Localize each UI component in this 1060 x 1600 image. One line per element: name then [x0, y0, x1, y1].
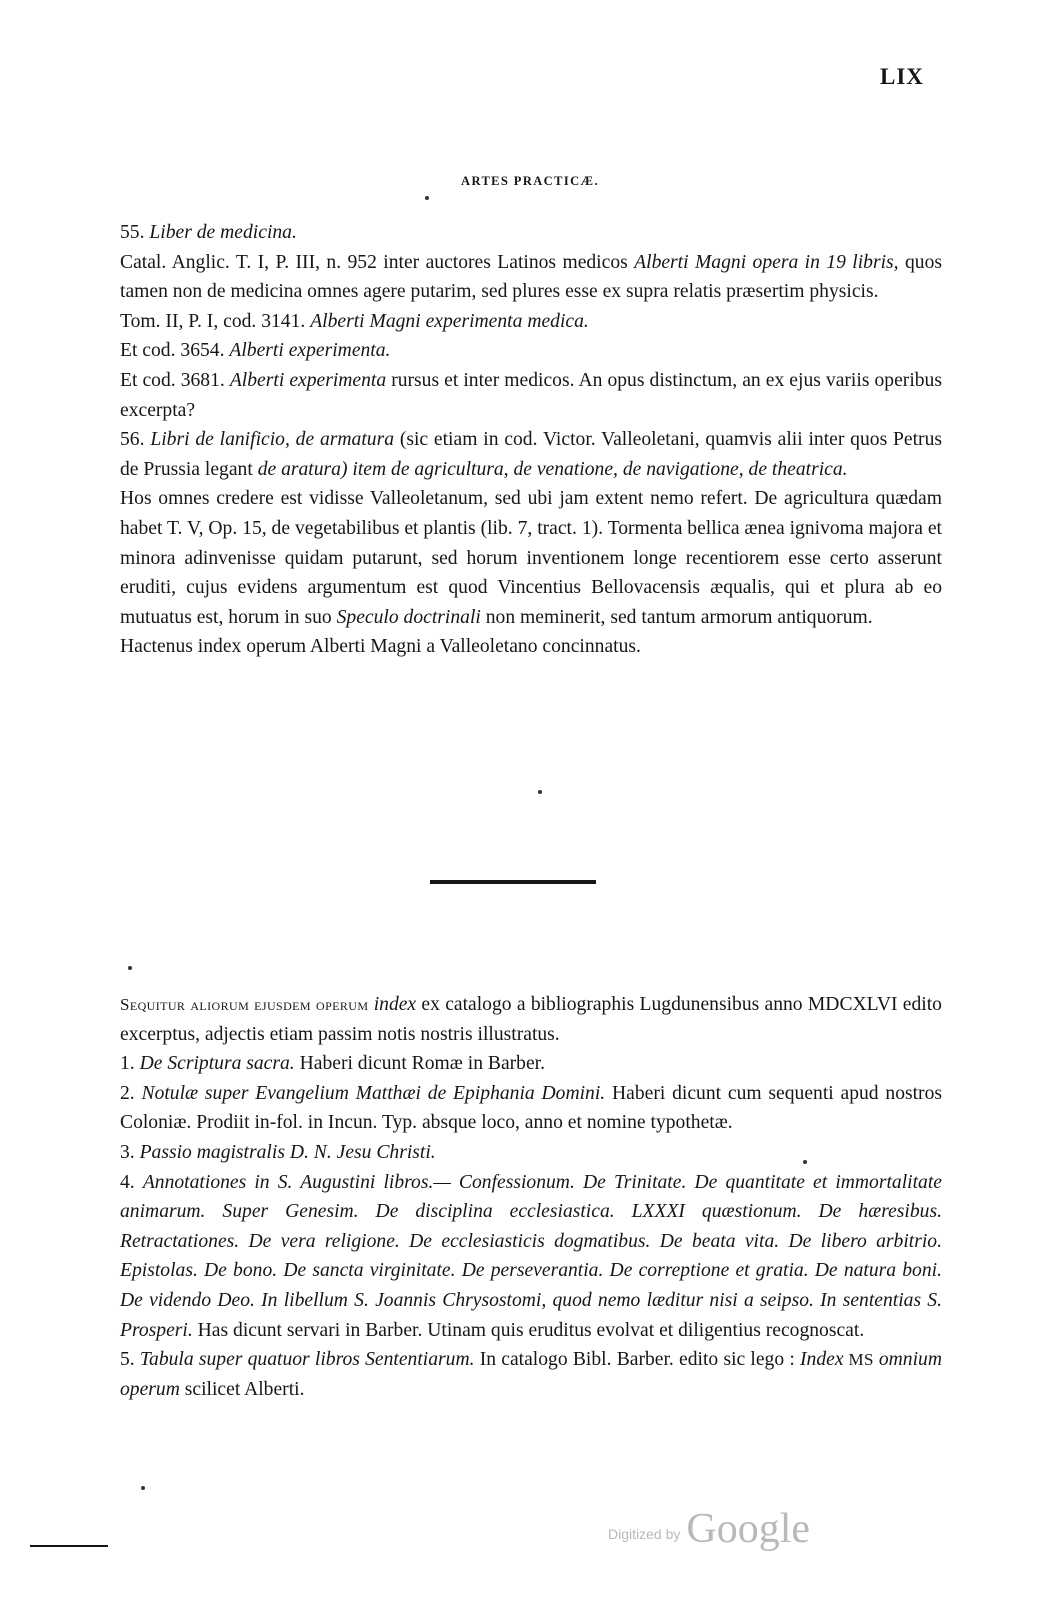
digitized-by-google-watermark [608, 1500, 810, 1550]
paragraph: Et cod. 3654. Alberti experimenta. [120, 340, 391, 362]
page-number: LIX [880, 64, 924, 89]
scan-speck [803, 1160, 807, 1164]
watermark-prefix: Digitized by [608, 1526, 681, 1542]
paragraph: 56. Libri de lanificio, de armatura (sic etiam in cod. Victor. Valleoletani, quamvis alii inter quos Petrus de Prussia legant de aratura) item de agricultura, de venatione, de navigatione, de theatrica. [120, 429, 942, 480]
list-item: 5. Tabula super quatuor libros Sententiarum. In catalogo Bibl. Barber. edito sic lego : Index MS omnium operum scilicet Alberti. [120, 1349, 942, 1400]
scan-speck [538, 790, 542, 794]
entry-heading: 55. Liber de medicina. [120, 222, 297, 243]
scan-speck [128, 966, 132, 970]
running-head: ARTES PRACTICÆ. [461, 174, 599, 188]
scan-speck [141, 1486, 145, 1490]
paragraph: Et cod. 3681. Alberti experimenta rursus et inter medicos. An opus distinctum, an ex ejus variis operibus excerpta? [120, 369, 942, 421]
list-item: 2. Notulæ super Evangelium Matthæi de Epiphania Domini. Haberi dicunt cum sequenti apud nostros Coloniæ. Prodiit in-fol. in Incun. Typ. absque loco, anno et nomine typothetæ. [120, 1082, 943, 1134]
paragraph: Hactenus index operum Alberti Magni a Valleoletano concinnatus. [120, 636, 641, 658]
section-divider-rule [430, 880, 596, 884]
paragraph: Catal. Anglic. T. I, P. III, n. 952 inter auctores Latinos medicos Alberti Magni opera in 19 libris, quos tamen non de medicina omnes agere putarim, sed plures esse ex supra relatis præsertim physicis. [120, 251, 942, 303]
list-item: 1. De Scriptura sacra. Haberi dicunt Romæ in Barber. [120, 1053, 546, 1075]
section-artes-practicae [120, 218, 942, 662]
paragraph: Hos omnes credere est vidisse Valleoletanum, sed ubi jam extent nemo refert. De agricultura quædam habet T. V, Op. 15, de vegetabilibus et plantis (lib. 7, tract. 1). Tormenta bellica ænea ignivoma majora et minora adinvenisse quidam putarunt, sed horum inventionem longe recentiorem esse certo asserunt eruditi, cujus evidens argumentum est quod Vincentius Bellovacensis æqualis, qui et plura ab eo mutuatus est, horum in suo Speculo doctrinali non meminerit, sed tantum armorum antiquorum. [120, 488, 942, 628]
scan-speck [425, 196, 429, 200]
paragraph: Tom. II, P. I, cod. 3141. Alberti Magni experimenta medica. [120, 310, 589, 332]
google-logo: Google [686, 1506, 811, 1552]
section-intro: Sequitur aliorum ejusdem operum index ex catalogo a bibliographis Lugdunensibus anno MDCXLVI edito excerptus, adjectis etiam passim notis nostris illustratus. [120, 994, 942, 1045]
section-index-lugdunensis [120, 990, 942, 1404]
scan-edge-line [30, 1545, 108, 1547]
list-item: 4. Annotationes in S. Augustini libros.— Confessionum. De Trinitate. De quantitate et immortalitate animarum. Super Genesim. De disciplina ecclesiastica. LXXXI quæstionum. De hæresibus. Retractationes. De vera religione. De ecclesiasticis dogmatibus. De beata vita. De libero arbitrio. Epistolas. De bono. De sancta virginitate. De perseverantia. De correptione et gratia. De natura boni. De videndo Deo. In libellum S. Joannis Chrysostomi, quod nemo læditur nisi a seipso. In sententias S. Prosperi. Has dicunt servari in Barber. Utinam quis eruditus evolvat et diligentius recognoscat. [120, 1171, 942, 1341]
list-item: 3. Passio magistralis D. N. Jesu Christi. [120, 1141, 436, 1163]
